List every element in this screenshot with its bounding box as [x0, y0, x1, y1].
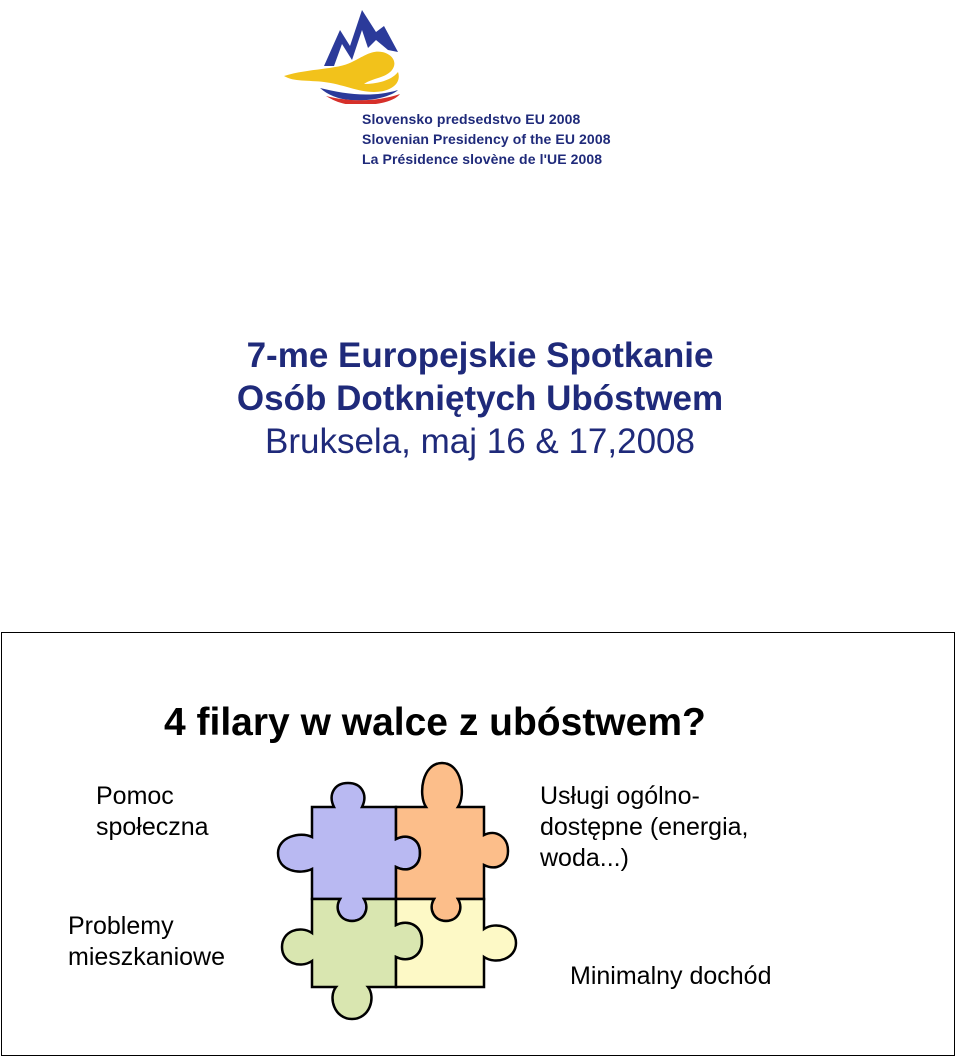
pillar-services-line-1: Usługi ogólno-	[540, 782, 700, 810]
pillar-services-line-2: dostępne (energia,	[540, 813, 749, 841]
pillar-housing-line-1: Problemy	[68, 912, 174, 940]
presidency-logo	[280, 4, 611, 176]
logo-text-english: Slovenian Presidency of the EU 2008	[362, 131, 611, 147]
puzzle-icon	[272, 757, 532, 1027]
logo-emblem-icon	[280, 4, 410, 104]
pillar-housing-line-2: mieszkaniowe	[68, 943, 226, 971]
pillar-minimum-income: Minimalny dochód	[570, 962, 772, 990]
pillar-social-line-1: Pomoc	[96, 782, 174, 810]
logo-text-french: La Présidence slovène de l'UE 2008	[362, 151, 603, 167]
document-title	[0, 334, 960, 463]
pillar-social-line-2: społeczna	[96, 813, 209, 841]
title-date-location: Bruksela, maj 16 & 17,2008	[265, 422, 695, 461]
slide-four-pillars	[1, 632, 955, 1056]
slide-heading: 4 filary w walce z ubóstwem?	[164, 701, 706, 744]
logo-text-slovenian: Slovensko predsedstvo EU 2008	[362, 111, 581, 127]
title-line-2: Osób Dotkniętych Ubóstwem	[236, 379, 724, 418]
pillar-public-services	[540, 781, 748, 874]
pillar-social-assistance	[96, 781, 209, 843]
title-line-1: 7-me Europejskie Spotkanie	[246, 336, 714, 375]
pillar-housing	[68, 911, 225, 973]
pillar-services-line-3: woda...)	[540, 844, 629, 872]
